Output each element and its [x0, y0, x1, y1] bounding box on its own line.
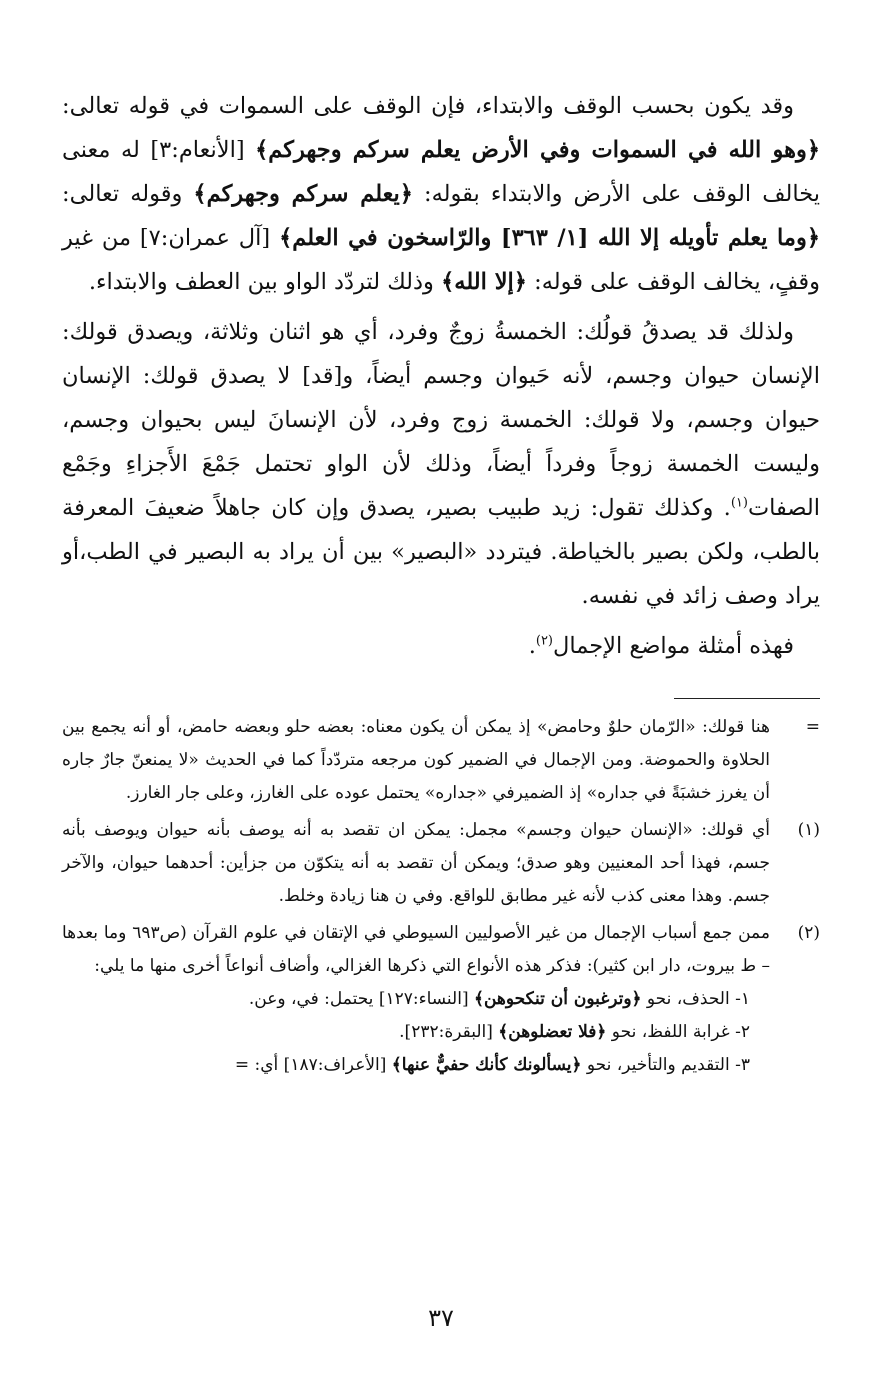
- footnote-continuation: [62, 711, 820, 810]
- quran-verse: ﴿إلا الله﴾: [441, 269, 527, 295]
- footnote-marker: =: [805, 717, 820, 737]
- footnote-text: أي قولك: «الإنسان حيوان وجسم» مجمل: يمكن ان تقصد به أنه يوصف بأنه حيوان ويوصف بأنه جسم، فهذا أحد المعنيين وهو صدق؛ ويمكن أن تقصد به أنه يتكوّن من جزأين: أحدهما حيوان، والآخر جسم. وهذا معنى كذب لأنه غير مطابق للواقع. وفي ن هنا زيادة وخلط.: [62, 820, 770, 906]
- paragraph-1: [62, 84, 820, 304]
- quran-verse: ﴿وهو الله في السموات وفي الأرض يعلم سركم وجهركم﴾: [255, 137, 820, 163]
- text-run: فهذه أمثلة مواضع الإجمال: [553, 633, 794, 659]
- text-run: . وكذلك تقول: زيد طبيب بصير، يصدق وإن كان جاهلاً ضعيفَ المعرفة بالطب، ولكن بصير بالخياطة. فيتردد «البصير» بين أن يراد به البصير في الطب،أو يراد وصف زائد في نفسه.: [62, 495, 820, 609]
- footnote-body: [62, 917, 770, 1082]
- quran-verse: ﴿يعلم سركم وجهركم﴾: [193, 181, 413, 207]
- text-run: [آل عمران:٧] من غير وقفٍ، يخالف الوقف على قوله:: [62, 225, 820, 295]
- footnote-ref-2[interactable]: (٢): [535, 633, 553, 649]
- text-run: .: [528, 633, 536, 659]
- footnote-ref-1[interactable]: (١): [730, 495, 748, 511]
- footnote-text: ممن جمع أسباب الإجمال من غير الأصوليين السيوطي في الإتقان في علوم القرآن (ص٦٩٣ وما بعدها – ط بيروت، دار ابن كثير): فذكر هذه الأنواع التي ذكرها الغزالي، وأضاف أنواعاً أخرى منها ما يلي:: [62, 923, 770, 976]
- footnote-marker: (٢): [797, 923, 820, 943]
- page-number: ٣٧: [428, 1304, 454, 1332]
- footnote-marker: (١): [797, 820, 820, 840]
- text-run: وقد يكون بحسب الوقف والابتداء، فإن الوقف على السموات في قوله تعالى:: [62, 93, 794, 119]
- footnote-1: [62, 814, 820, 913]
- footnotes: [62, 711, 820, 1082]
- footnote-divider: [674, 698, 820, 699]
- text-run: ١- الحذف، نحو: [641, 989, 750, 1009]
- quran-verse: ﴿وترغبون أن تنكحوهن﴾: [474, 989, 642, 1009]
- book-page: [62, 84, 820, 1374]
- footnote-body: [62, 711, 770, 810]
- footnote-2: [62, 917, 820, 1082]
- list-item: [62, 983, 770, 1016]
- text-run: [النساء:١٢٧] يحتمل: في، وعن.: [248, 989, 474, 1009]
- footnote-text: هنا قولك: «الرّمان حلوٌ وحامض» إذ يمكن أن يكون معناه: بعضه حلو وبعضه حامض، أو أنه يجمع بين الحلاوة والحموضة. ومن الإجمال في الضمير كون مرجعه متردّداً كما في الحديث «لا يمنعنّ جارٌ جاره أن يغرز خشبَةً في جداره» إذ الضميرفي «جداره» يحتمل عوده على الغارز، وعلى جار الغارز.: [62, 717, 770, 803]
- footnote-body: [62, 814, 770, 913]
- footnote-list: [62, 983, 770, 1082]
- quran-verse: ﴿فلا تعضلوهن﴾: [498, 1022, 607, 1042]
- text-run: ولذلك قد يصدقُ قولُك: الخمسةُ زوجٌ وفرد، أي هو اثنان وثلاثة، ويصدق قولك: الإنسان حيوان وجسم، لأنه حَيوان وجسم أيضاً، و[قد] لا يصدق قولك: الإنسان حيوان وجسم، ولا قولك: الخمسة زوج وفرد، لأن الإنسانَ ليس بحيوان وجسم، وليست الخمسة زوجاً وفرداً أيضاً، وذلك لأن الواو تحتمل جَمْعَ الأَجزاءِ وجَمْع الصفات: [62, 319, 820, 521]
- text-run: [البقرة:٢٣٢].: [399, 1022, 499, 1042]
- text-run: [الأنعام:٣] له معنى يخالف الوقف على الأرض والابتداء بقوله:: [62, 137, 820, 207]
- paragraph-3: [62, 624, 820, 668]
- text-run: ٣- التقديم والتأخير، نحو: [581, 1055, 750, 1075]
- list-item: [62, 1049, 770, 1082]
- quran-verse: ﴿يسألونك كأنك حفيٌّ عنها﴾: [391, 1055, 582, 1075]
- quran-verse: ﴿وما يعلم تأويله إلا الله [١/ ٣٦٣] والرّاسخون في العلم﴾: [279, 225, 821, 251]
- main-text: [62, 84, 820, 668]
- paragraph-2: [62, 310, 820, 618]
- text-run: [الأعراف:١٨٧] أي: =: [234, 1055, 392, 1075]
- list-item: [62, 1016, 770, 1049]
- text-run: ٢- غرابة اللفظ، نحو: [606, 1022, 750, 1042]
- text-run: وقوله تعالى:: [62, 181, 194, 207]
- text-run: وذلك لتردّد الواو بين العطف والابتداء.: [88, 269, 442, 295]
